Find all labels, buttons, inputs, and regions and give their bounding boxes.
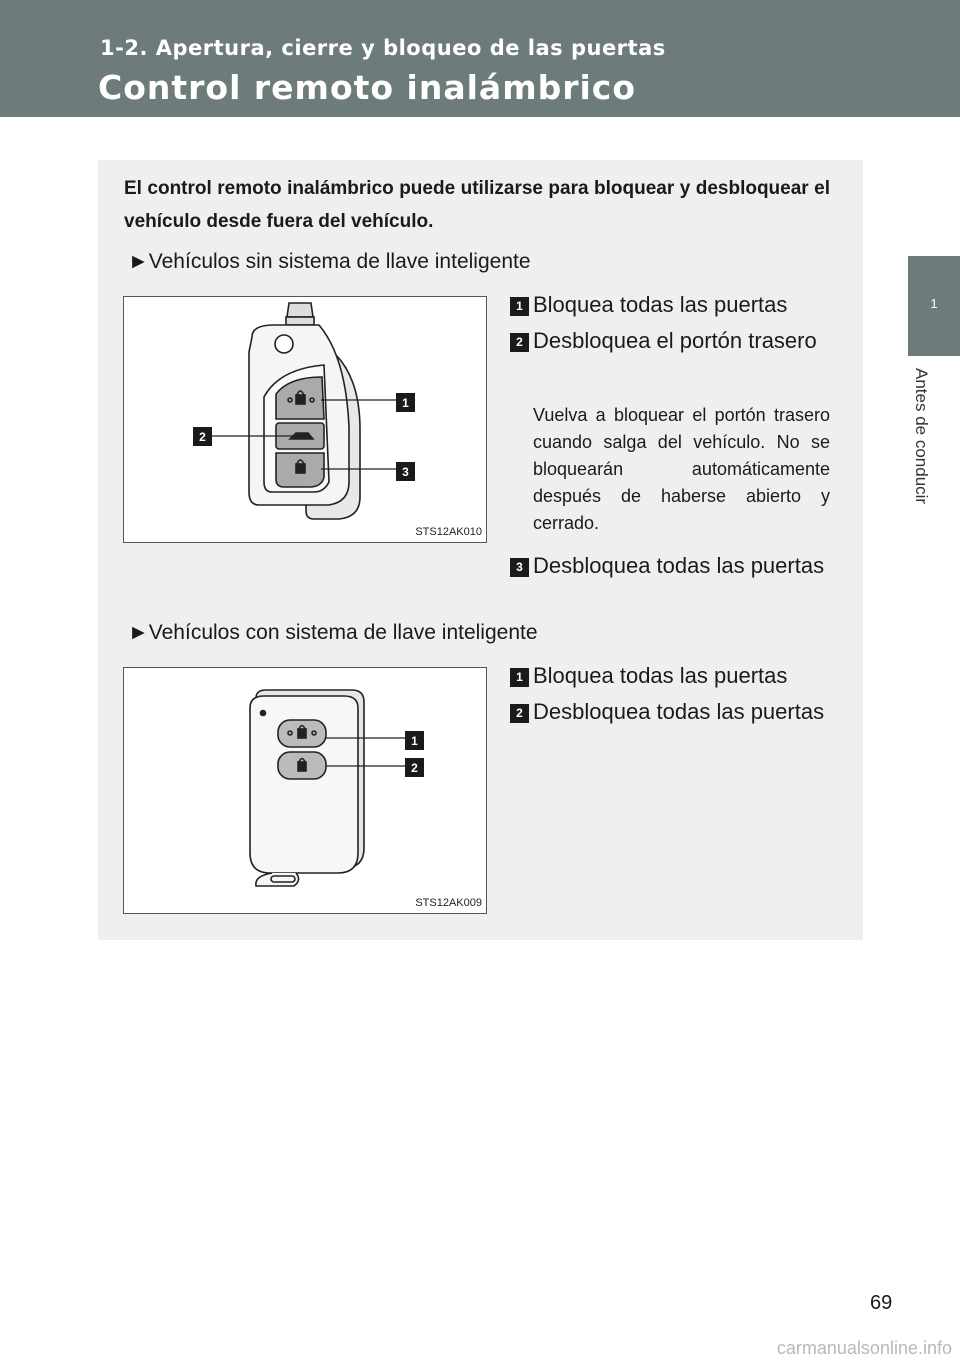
chapter-number: 1 <box>930 296 938 311</box>
chapter-tab <box>908 256 960 356</box>
figure-code: STS12AK010 <box>415 526 482 538</box>
item-text: Bloquea todas las puertas <box>533 292 788 317</box>
item-text: Bloquea todas las puertas <box>533 663 788 688</box>
chapter-side-label-text: Antes de conducir <box>912 368 931 505</box>
item-text: Desbloquea todas las puertas <box>533 699 825 724</box>
section-a-heading: ►Vehículos sin sistema de llave inteligente <box>128 250 531 273</box>
item-text: Desbloquea el portón trasero <box>533 328 817 353</box>
intro-text: El control remoto inalámbrico puede utilizarse para bloquear y desbloquear el vehículo desde fuera del vehículo. <box>124 178 830 232</box>
figure-code: STS12AK009 <box>415 897 482 909</box>
item-number-badge: 2 <box>510 333 529 352</box>
page-number: 69 <box>870 1292 893 1314</box>
svg-text:3: 3 <box>402 465 409 479</box>
item-number-badge: 3 <box>510 558 529 577</box>
svg-text:1: 1 <box>402 396 409 410</box>
note-text: Vuelva a bloquear el portón trasero cuando salga del vehículo. No se bloquearán automáticamente después de haberse abierto y cerrado. <box>533 405 830 533</box>
item-number-badge: 2 <box>510 704 529 723</box>
page-title: Control remoto inalámbrico <box>98 68 637 107</box>
figure-smart-key <box>123 667 487 914</box>
watermark-text: carmanualsonline.info <box>776 1338 952 1358</box>
chapter-side-label <box>903 368 943 538</box>
section-label: 1-2. Apertura, cierre y bloqueo de las puertas <box>100 36 666 60</box>
svg-text:2: 2 <box>411 761 418 775</box>
list-item <box>510 660 830 692</box>
list-item <box>510 696 830 728</box>
smart-key-illustration <box>124 668 486 913</box>
list-item <box>510 550 830 582</box>
item-number-badge: 1 <box>510 297 529 316</box>
svg-text:1: 1 <box>411 734 418 748</box>
list-item <box>510 325 830 357</box>
svg-text:2: 2 <box>199 430 206 444</box>
item-text: Desbloquea todas las puertas <box>533 553 825 578</box>
figure-flip-key <box>123 296 487 543</box>
section-b-heading: ►Vehículos con sistema de llave inteligente <box>128 621 538 644</box>
flip-key-illustration <box>124 297 486 542</box>
item-number-badge: 1 <box>510 668 529 687</box>
list-item <box>510 289 830 321</box>
chapter-header <box>0 0 960 117</box>
